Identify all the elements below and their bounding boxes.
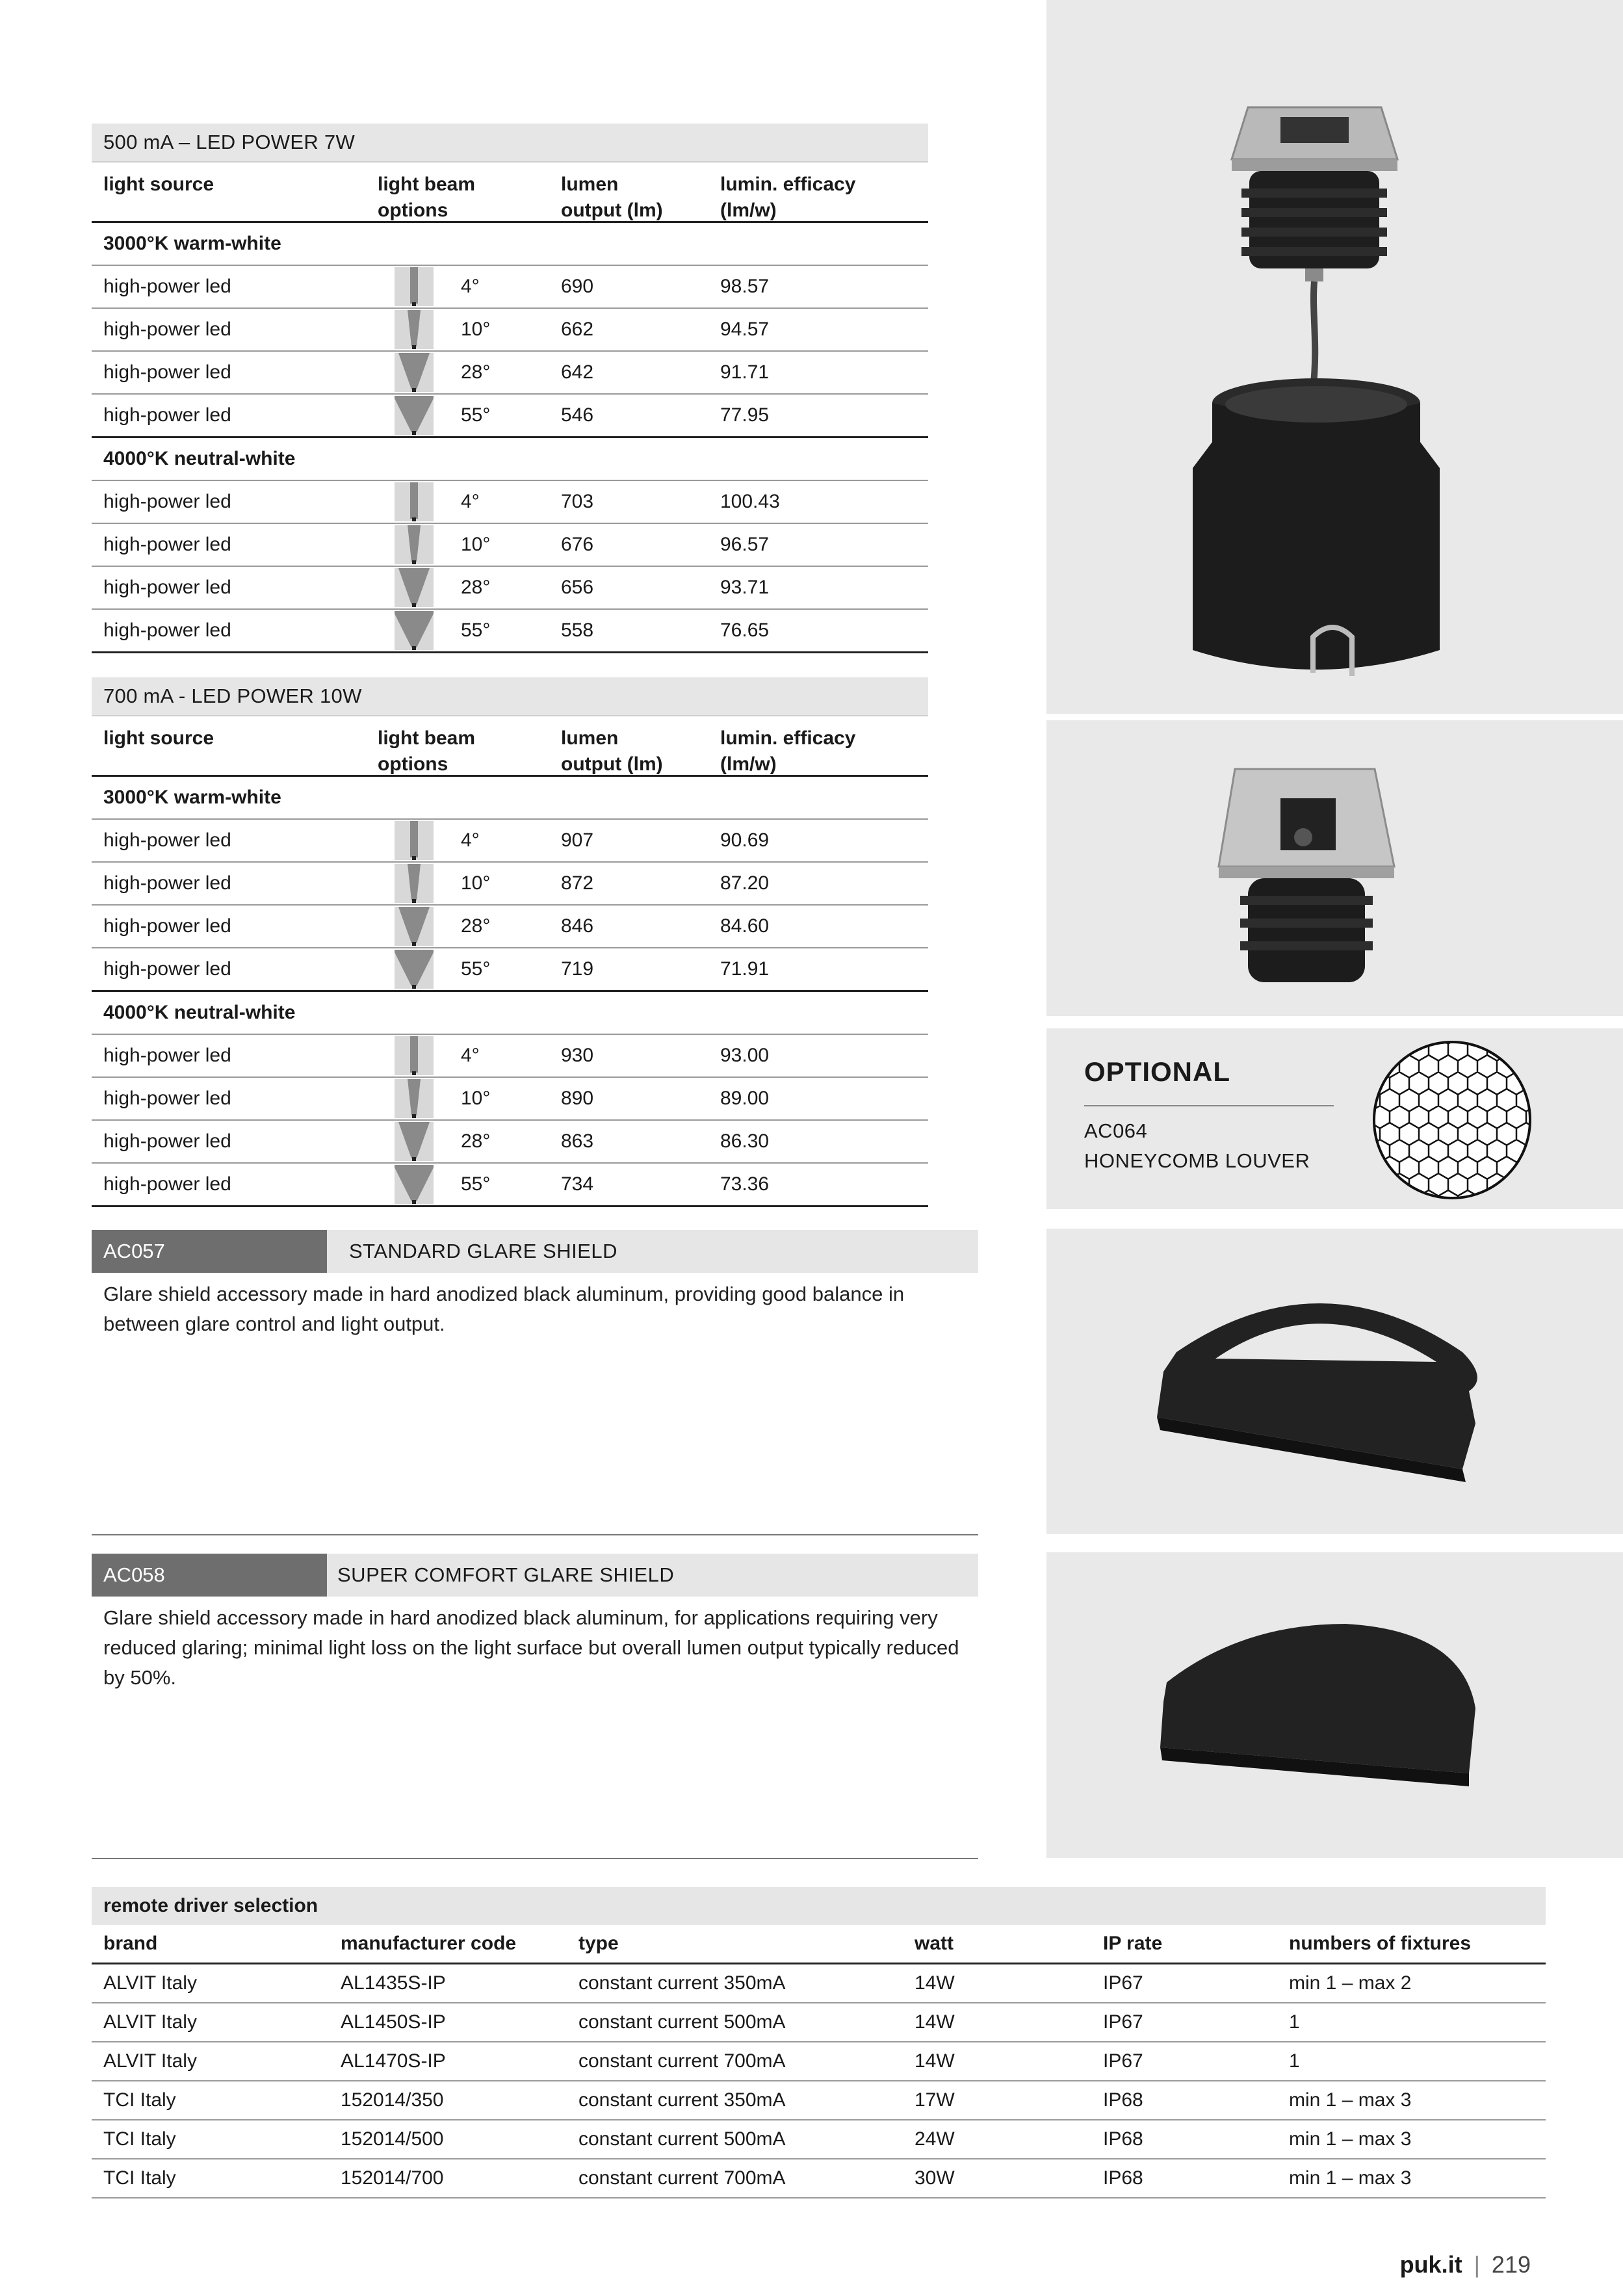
driver-table-title: remote driver selection [92,1887,1546,1925]
header-efficacy: lumin. efficacy (lm/w) [720,174,856,221]
efficacy-cell: 87.20 [720,872,770,894]
beam-angle-cell: 55° [461,620,491,641]
spec-row [92,948,928,992]
light-source-cell: high-power led [103,319,231,340]
efficacy-cell: 93.00 [720,1045,770,1066]
type-cell: constant current 350mA [578,2089,786,2111]
honeycomb-louver-icon [1370,1038,1534,1202]
beam-angle-icon [395,267,434,306]
watt-cell: 14W [915,2011,955,2033]
spec-row [92,820,928,863]
color-temperature-group-label: 4000°K neutral-white [92,992,928,1035]
beam-angle-cell: 4° [461,491,480,512]
spec-row [92,1035,928,1078]
efficacy-cell: 71.91 [720,958,770,980]
ip-rate-cell: IP67 [1103,1972,1143,1994]
light-source-cell: high-power led [103,361,231,383]
beam-angle-cell: 55° [461,404,491,426]
beam-angle-cell: 10° [461,872,491,894]
ip-rate-cell: IP68 [1103,2128,1143,2150]
accessory-header-bar [92,1554,978,1597]
header-watt: watt [915,1933,954,1954]
brand-cell: ALVIT Italy [103,2011,197,2033]
beam-angle-icon [395,611,434,650]
fixtures-cell: 1 [1289,2050,1300,2072]
ip-rate-cell: IP67 [1103,2050,1143,2072]
glare-shield-panel-2 [1046,1552,1623,1858]
optional-panel [1046,1028,1623,1209]
light-source-cell: high-power led [103,872,231,894]
beam-angle-cell: 28° [461,915,491,937]
watt-cell: 14W [915,1972,955,1994]
header-light-beam: light beam options [378,174,476,221]
lumen-output-cell: 872 [561,872,594,894]
manufacturer-code-cell: 152014/500 [341,2128,444,2150]
header-light-beam: light beam options [378,727,476,775]
accessory-ac058 [92,1554,978,1859]
ip-rate-cell: IP67 [1103,2011,1143,2033]
beam-angle-icon [395,310,434,349]
page-number: 219 [1491,2251,1531,2278]
spec-row [92,266,928,309]
beam-angle-cell: 10° [461,534,491,555]
fixtures-cell: min 1 – max 2 [1289,1972,1412,1994]
beam-angle-cell: 28° [461,1130,491,1152]
spec-table-title: 700 mA - LED POWER 10W [92,677,928,716]
lumen-output-cell: 907 [561,829,594,851]
spec-row [92,610,928,653]
light-source-cell: high-power led [103,534,231,555]
spec-row [92,352,928,395]
spec-table-500ma [92,124,928,653]
accessory-description: Glare shield accessory made in hard anodized black aluminum, for applications requiring very reduced glaring; minimal light loss on the light surface but overall lumen output typically reduced by 50%. [103,1606,959,1689]
driver-table-header [92,1925,1546,1964]
efficacy-cell: 84.60 [720,915,770,937]
light-source-cell: high-power led [103,1173,231,1195]
accessory-name: STANDARD GLARE SHIELD [349,1240,618,1262]
fixtures-cell: min 1 – max 3 [1289,2167,1412,2189]
manufacturer-code-cell: AL1450S-IP [341,2011,446,2033]
ip-rate-cell: IP68 [1103,2167,1143,2189]
beam-angle-icon [395,1122,434,1161]
efficacy-cell: 86.30 [720,1130,770,1152]
header-fixtures: numbers of fixtures [1289,1933,1472,1954]
lumen-output-cell: 662 [561,319,594,340]
light-source-cell: high-power led [103,577,231,598]
lumen-output-cell: 863 [561,1130,594,1152]
spec-table-header [92,716,928,777]
light-source-cell: high-power led [103,958,231,980]
spec-row [92,1121,928,1164]
beam-angle-icon [395,907,434,946]
standard-glare-shield-illustration [1046,1229,1623,1534]
lumen-output-cell: 890 [561,1088,594,1109]
header-ip-rate: IP rate [1103,1933,1163,1954]
glare-shield-panel-1 [1046,1229,1623,1534]
efficacy-cell: 93.71 [720,577,770,598]
accessory-name: SUPER COMFORT GLARE SHIELD [337,1563,675,1586]
lumen-output-cell: 546 [561,404,594,426]
efficacy-cell: 90.69 [720,829,770,851]
lumen-output-cell: 703 [561,491,594,512]
type-cell: constant current 500mA [578,2128,786,2150]
accessory-code: AC058 [92,1554,327,1597]
light-source-cell: high-power led [103,620,231,641]
brand-cell: ALVIT Italy [103,1972,197,1994]
light-source-cell: high-power led [103,1130,231,1152]
lumen-output-cell: 656 [561,577,594,598]
beam-angle-icon [395,396,434,435]
fixtures-cell: min 1 – max 3 [1289,2128,1412,2150]
accessory-divider [92,1858,978,1859]
light-source-cell: high-power led [103,1088,231,1109]
efficacy-cell: 94.57 [720,319,770,340]
color-temperature-group-label: 4000°K neutral-white [92,438,928,481]
watt-cell: 14W [915,2050,955,2072]
brand-cell: TCI Italy [103,2089,176,2111]
accessory-description: Glare shield accessory made in hard anodized black aluminum, providing good balance in between glare control and light output. [103,1283,905,1335]
product-image-panel-1 [1046,0,1623,714]
lumen-output-cell: 676 [561,534,594,555]
optional-name: HONEYCOMB LOUVER [1084,1149,1310,1172]
beam-angle-icon [395,950,434,989]
header-light-source: light source [103,727,214,749]
product-image-panel-2 [1046,720,1623,1016]
lumen-output-cell: 642 [561,361,594,383]
fixture-with-housing-illustration [1046,0,1623,714]
beam-angle-icon [395,821,434,860]
beam-angle-cell: 4° [461,829,480,851]
efficacy-cell: 98.57 [720,276,770,297]
beam-angle-icon [395,525,434,564]
light-source-cell: high-power led [103,491,231,512]
fixtures-cell: min 1 – max 3 [1289,2089,1412,2111]
beam-angle-icon [395,1165,434,1204]
beam-angle-icon [395,568,434,607]
efficacy-cell: 77.95 [720,404,770,426]
driver-row [92,2003,1546,2042]
type-cell: constant current 700mA [578,2050,786,2072]
header-manufacturer-code: manufacturer code [341,1933,517,1954]
spec-row [92,1164,928,1207]
driver-row [92,2159,1546,2198]
super-comfort-glare-shield-illustration [1046,1552,1623,1858]
lumen-output-cell: 846 [561,915,594,937]
driver-row [92,1964,1546,2003]
page-footer [1400,2251,1531,2278]
spec-row [92,1078,928,1121]
fixture-recessed-illustration [1046,720,1623,1016]
header-brand: brand [103,1933,158,1954]
lumen-output-cell: 930 [561,1045,594,1066]
spec-table-title: 500 mA – LED POWER 7W [92,124,928,163]
driver-row [92,2081,1546,2120]
beam-angle-cell: 4° [461,1045,480,1066]
beam-angle-icon [395,1036,434,1075]
beam-angle-icon [395,864,434,903]
optional-code: AC064 [1084,1119,1148,1142]
optional-title: OPTIONAL [1084,1056,1230,1087]
spec-row [92,481,928,524]
color-temperature-group-label: 3000°K warm-white [92,777,928,820]
beam-angle-cell: 28° [461,577,491,598]
efficacy-cell: 89.00 [720,1088,770,1109]
spec-table-700ma [92,677,928,1207]
lumen-output-cell: 719 [561,958,594,980]
spec-row [92,863,928,906]
light-source-cell: high-power led [103,1045,231,1066]
header-efficacy: lumin. efficacy (lm/w) [720,727,856,775]
light-source-cell: high-power led [103,915,231,937]
spec-row [92,567,928,610]
beam-angle-cell: 55° [461,958,491,980]
driver-table [92,1887,1546,2198]
beam-angle-cell: 55° [461,1173,491,1195]
beam-angle-icon [395,353,434,392]
accessory-ac057 [92,1230,978,1535]
light-source-cell: high-power led [103,276,231,297]
driver-row [92,2042,1546,2081]
header-lumen: lumen output (lm) [561,727,663,775]
accessory-header-bar [92,1230,978,1273]
beam-angle-cell: 28° [461,361,491,383]
beam-angle-icon [395,482,434,521]
efficacy-cell: 96.57 [720,534,770,555]
optional-divider [1084,1105,1334,1106]
type-cell: constant current 500mA [578,2011,786,2033]
manufacturer-code-cell: 152014/350 [341,2089,444,2111]
lumen-output-cell: 690 [561,276,594,297]
light-source-cell: high-power led [103,404,231,426]
footer-separator: | [1474,2251,1480,2278]
manufacturer-code-cell: AL1470S-IP [341,2050,446,2072]
light-source-cell: high-power led [103,829,231,851]
watt-cell: 17W [915,2089,955,2111]
header-lumen: lumen output (lm) [561,174,663,221]
beam-angle-icon [395,1079,434,1118]
brand-cell: ALVIT Italy [103,2050,197,2072]
spec-row [92,524,928,567]
accessory-code: AC057 [92,1230,327,1273]
spec-row [92,906,928,948]
manufacturer-code-cell: AL1435S-IP [341,1972,446,1994]
beam-angle-cell: 10° [461,1088,491,1109]
fixtures-cell: 1 [1289,2011,1300,2033]
spec-row [92,395,928,438]
beam-angle-cell: 10° [461,319,491,340]
watt-cell: 24W [915,2128,955,2150]
lumen-output-cell: 558 [561,620,594,641]
spec-table-header [92,163,928,223]
color-temperature-group-label: 3000°K warm-white [92,223,928,266]
accessory-divider [92,1534,978,1535]
driver-row [92,2120,1546,2159]
type-cell: constant current 350mA [578,1972,786,1994]
efficacy-cell: 100.43 [720,491,780,512]
efficacy-cell: 76.65 [720,620,770,641]
lumen-output-cell: 734 [561,1173,594,1195]
header-light-source: light source [103,174,214,195]
manufacturer-code-cell: 152014/700 [341,2167,444,2189]
ip-rate-cell: IP68 [1103,2089,1143,2111]
brand-cell: TCI Italy [103,2167,176,2189]
spec-row [92,309,928,352]
brand-cell: TCI Italy [103,2128,176,2150]
header-type: type [578,1933,619,1954]
watt-cell: 30W [915,2167,955,2189]
brand-website: puk.it [1399,2251,1462,2278]
beam-angle-cell: 4° [461,276,480,297]
efficacy-cell: 91.71 [720,361,770,383]
type-cell: constant current 700mA [578,2167,786,2189]
efficacy-cell: 73.36 [720,1173,770,1195]
